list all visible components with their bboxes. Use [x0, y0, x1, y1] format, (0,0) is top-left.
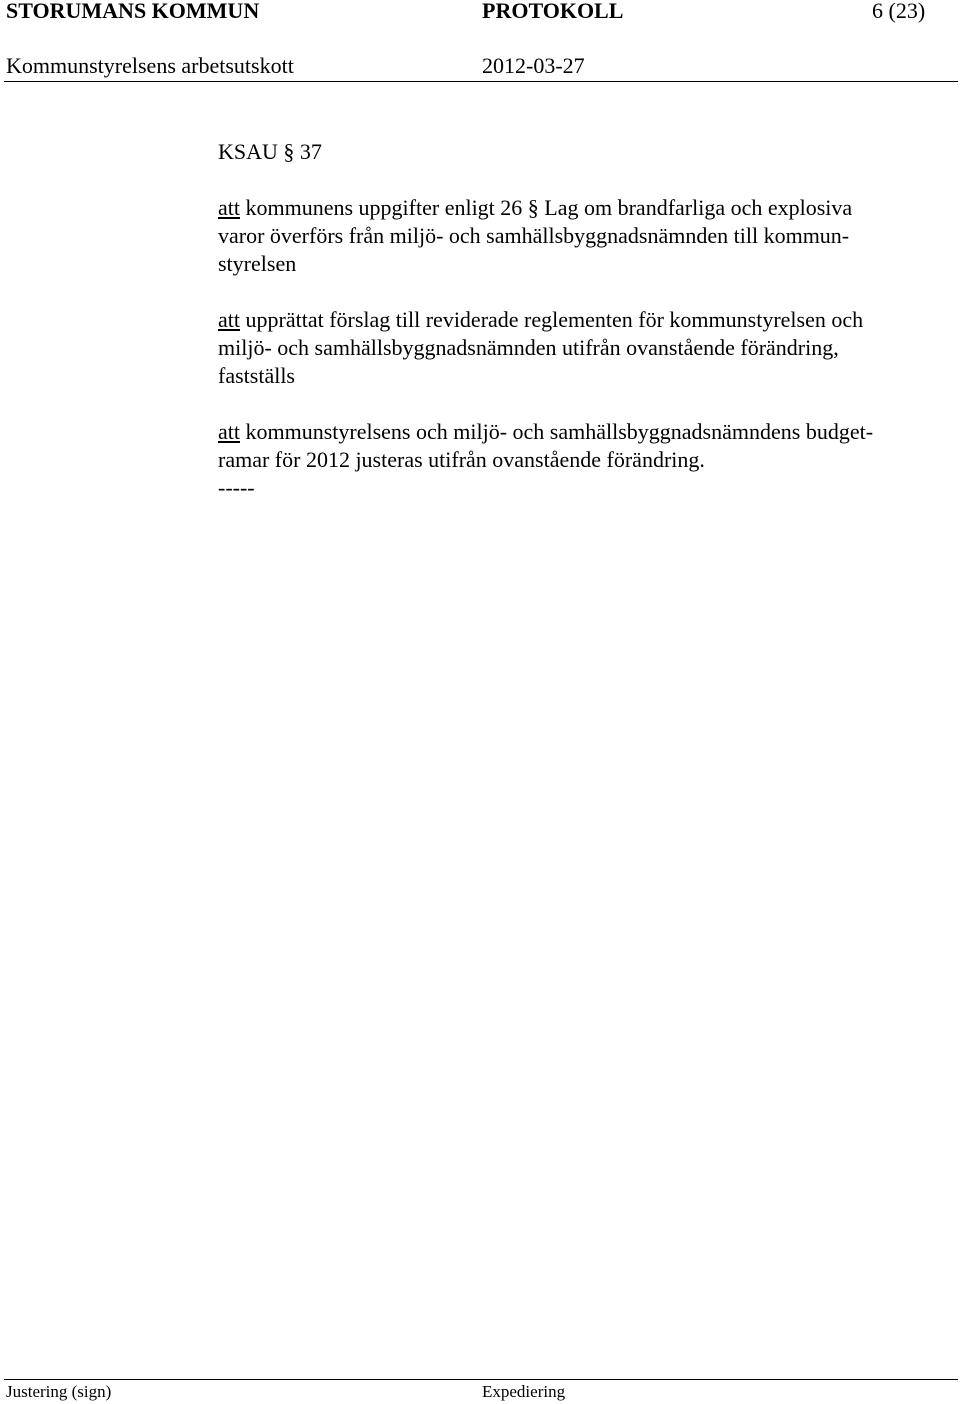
decision-item-3	[218, 418, 873, 502]
item-line: ramar för 2012 justeras utifrån ovanstående förändring.	[218, 447, 705, 472]
footer-rule	[4, 1379, 958, 1380]
municipality-name: STORUMANS KOMMUN	[6, 0, 260, 23]
att-keyword: att	[218, 307, 240, 332]
item-line: kommunstyrelsens och miljö- och samhällsbyggnadsnämndens budget-	[240, 419, 874, 444]
document-type: PROTOKOLL	[482, 0, 624, 23]
item-line: varor överförs från miljö- och samhällsbyggnadsnämnden till kommun-	[218, 223, 850, 248]
page-number: 6 (23)	[872, 0, 926, 23]
item-line: fastställs	[218, 363, 295, 388]
decision-item-2	[218, 306, 863, 390]
section-id: KSAU § 37	[218, 139, 322, 164]
decision-item-1	[218, 194, 852, 278]
item-line: kommunens uppgifter enligt 26 § Lag om brandfarliga och explosiva	[240, 195, 853, 220]
item-line: miljö- och samhällsbyggnadsnämnden utifrån ovanstående förändring,	[218, 335, 839, 360]
item-line: styrelsen	[218, 251, 297, 276]
section-heading	[218, 138, 322, 166]
header-rule	[4, 81, 958, 82]
footer-justering: Justering (sign)	[6, 1382, 112, 1401]
end-marker: -----	[218, 475, 255, 500]
att-keyword: att	[218, 419, 240, 444]
committee-name: Kommunstyrelsens arbetsutskott	[6, 53, 294, 78]
att-keyword: att	[218, 195, 240, 220]
footer-expediering: Expediering	[482, 1382, 566, 1401]
item-line: upprättat förslag till reviderade reglementen för kommunstyrelsen och	[240, 307, 864, 332]
meeting-date: 2012-03-27	[482, 53, 585, 78]
